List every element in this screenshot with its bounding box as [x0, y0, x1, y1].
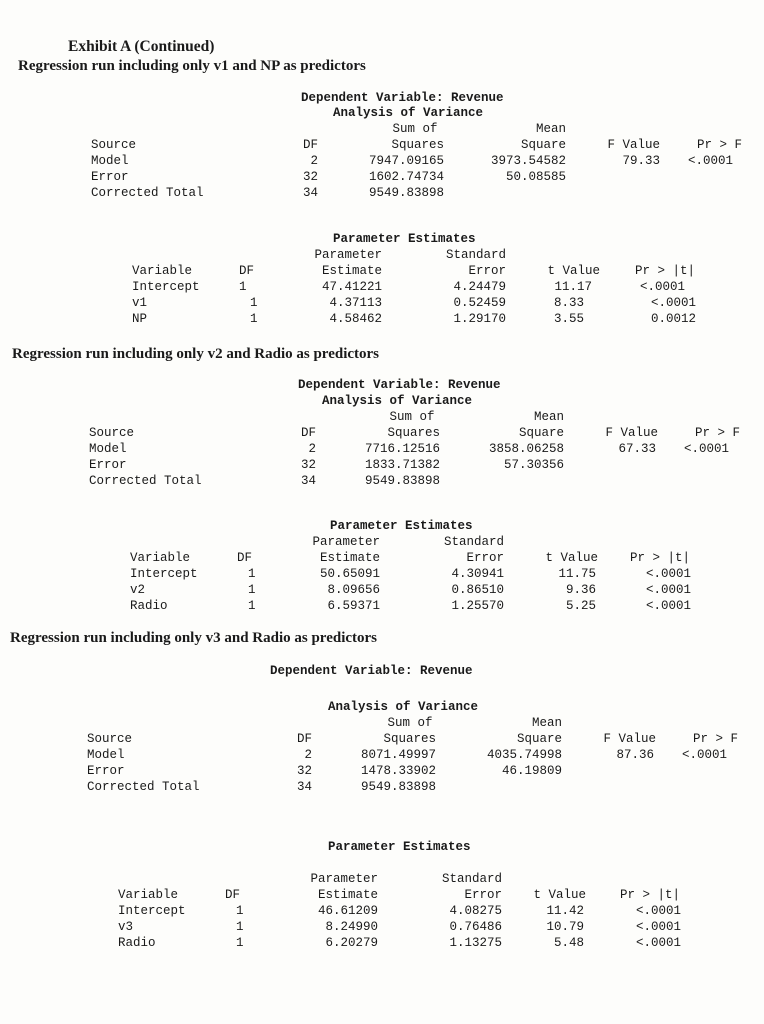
- r2-param-p: <.0001: [646, 567, 692, 581]
- r2-param-df: 1: [248, 583, 256, 597]
- r1-anova-source: Corrected Total: [91, 186, 204, 200]
- r1-variable-header: Variable: [132, 264, 193, 278]
- r1-mean-header: Mean: [535, 122, 566, 136]
- r3-param-t: 5.48: [553, 936, 584, 950]
- r2-dependent-variable: Dependent Variable: Revenue: [298, 378, 501, 392]
- r1-f-value-header: F Value: [607, 138, 660, 152]
- r1-dependent-variable: Dependent Variable: Revenue: [301, 91, 504, 105]
- r1-anova-f: 79.33: [622, 154, 660, 168]
- r2-sum-of-header: Sum of: [389, 410, 435, 424]
- r2-anova-ss: 7716.12516: [364, 442, 440, 456]
- r3-param-variable: v3: [118, 920, 134, 934]
- r2-pr-t-header: Pr > |t|: [630, 551, 691, 565]
- r1-param-variable: NP: [132, 312, 148, 326]
- r3-pr-t-header: Pr > |t|: [620, 888, 681, 902]
- r1-param-estimate: 4.37113: [329, 296, 382, 310]
- r1-param-estimate: 47.41221: [321, 280, 382, 294]
- r2-param-se: 4.30941: [451, 567, 504, 581]
- r3-error-header: Error: [464, 888, 502, 902]
- r1-sum-of-header: Sum of: [392, 122, 438, 136]
- r2-anova-source: Error: [89, 458, 127, 472]
- r1-anova-ss: 1602.74734: [368, 170, 444, 184]
- r2-param-p: <.0001: [646, 599, 692, 613]
- r1-squares-header: Squares: [391, 138, 444, 152]
- r2-param-variable: Intercept: [130, 567, 198, 581]
- r3-param-p: <.0001: [636, 904, 682, 918]
- r3-param-estimate: 8.24990: [325, 920, 378, 934]
- r3-param-df: 1: [236, 936, 244, 950]
- r1-param-t: 8.33: [553, 296, 584, 310]
- r1-param-estimate: 4.58462: [329, 312, 382, 326]
- r3-anova-source: Corrected Total: [87, 780, 200, 794]
- r3-anova-title: Analysis of Variance: [328, 700, 479, 714]
- r1-param-df: 1: [250, 296, 258, 310]
- r3-variable-header: Variable: [118, 888, 179, 902]
- r3-anova-df: 32: [296, 764, 312, 778]
- r3-param-se: 4.08275: [449, 904, 502, 918]
- exhibit-title: Exhibit A (Continued): [68, 38, 215, 55]
- r2-anova-ss: 9549.83898: [364, 474, 440, 488]
- r1-anova-source: Model: [91, 154, 129, 168]
- r2-error-header: Error: [466, 551, 504, 565]
- r2-squares-header: Squares: [387, 426, 440, 440]
- r2-t-value-header: t Value: [545, 551, 598, 565]
- r3-anova-p: <.0001: [682, 748, 728, 762]
- r3-square-header: Square: [516, 732, 562, 746]
- r3-param-t: 11.42: [546, 904, 584, 918]
- regression2-title: Regression run including only v2 and Radio as predictors: [12, 346, 380, 362]
- r1-estimate-header: Estimate: [321, 264, 382, 278]
- r3-standard-header: Standard: [441, 872, 502, 886]
- r3-anova-df: 34: [296, 780, 312, 794]
- r1-anova-source: Error: [91, 170, 129, 184]
- r2-param-se: 1.25570: [451, 599, 504, 613]
- r3-source-header: Source: [87, 732, 133, 746]
- r2-param-p: <.0001: [646, 583, 692, 597]
- r3-param-estimate: 46.61209: [317, 904, 378, 918]
- r3-param-p: <.0001: [636, 936, 682, 950]
- r1-param-variable: Intercept: [132, 280, 200, 294]
- r3-param-t: 10.79: [546, 920, 584, 934]
- r2-f-value-header: F Value: [605, 426, 658, 440]
- r2-param-estimate: 50.65091: [319, 567, 380, 581]
- r3-anova-ms: 4035.74998: [486, 748, 562, 762]
- r3-anova-f: 87.36: [616, 748, 654, 762]
- r1-param-df: 1: [239, 280, 247, 294]
- r1-param-p: <.0001: [640, 280, 686, 294]
- r2-param-variable: Radio: [130, 599, 168, 613]
- r2-anova-df: 32: [300, 458, 316, 472]
- r2-anova-df: 2: [308, 442, 316, 456]
- r2-anova-p: <.0001: [684, 442, 730, 456]
- r1-pr-f-header: Pr > F: [696, 138, 742, 152]
- r1-parameter-header: Parameter: [314, 248, 382, 262]
- r3-anova-ss: 9549.83898: [360, 780, 436, 794]
- r3-df-header-2: DF: [225, 888, 241, 902]
- r1-anova-df: 2: [310, 154, 318, 168]
- r1-param-se: 1.29170: [453, 312, 506, 326]
- r3-anova-df: 2: [304, 748, 312, 762]
- r2-df-header: DF: [300, 426, 316, 440]
- r2-mean-header: Mean: [533, 410, 564, 424]
- r2-estimate-header: Estimate: [319, 551, 380, 565]
- r3-param-df: 1: [236, 920, 244, 934]
- r1-param-variable: v1: [132, 296, 148, 310]
- r1-source-header: Source: [91, 138, 137, 152]
- r1-param-t: 11.17: [554, 280, 592, 294]
- r1-anova-title: Analysis of Variance: [333, 106, 484, 120]
- r2-anova-ss: 1833.71382: [364, 458, 440, 472]
- r1-pr-t-header: Pr > |t|: [635, 264, 696, 278]
- r2-anova-source: Model: [89, 442, 127, 456]
- r1-anova-ss: 7947.09165: [368, 154, 444, 168]
- r2-anova-f: 67.33: [618, 442, 656, 456]
- r1-param-se: 0.52459: [453, 296, 506, 310]
- r3-anova-ss: 8071.49997: [360, 748, 436, 762]
- r2-pr-f-header: Pr > F: [694, 426, 740, 440]
- r3-anova-source: Error: [87, 764, 125, 778]
- r1-anova-df: 34: [302, 186, 318, 200]
- r3-parameter-header: Parameter: [310, 872, 378, 886]
- r3-t-value-header: t Value: [533, 888, 586, 902]
- r1-param-p: 0.0012: [651, 312, 697, 326]
- r2-anova-source: Corrected Total: [89, 474, 202, 488]
- r2-param-estimate: 8.09656: [327, 583, 380, 597]
- r1-param-p: <.0001: [651, 296, 697, 310]
- r3-param-variable: Radio: [118, 936, 156, 950]
- r2-variable-header: Variable: [130, 551, 191, 565]
- r2-param-df: 1: [248, 567, 256, 581]
- r3-pr-f-header: Pr > F: [692, 732, 738, 746]
- r1-anova-ss: 9549.83898: [368, 186, 444, 200]
- r1-anova-ms: 50.08585: [505, 170, 566, 184]
- r2-square-header: Square: [518, 426, 564, 440]
- r2-anova-ms: 3858.06258: [488, 442, 564, 456]
- r3-param-df: 1: [236, 904, 244, 918]
- r1-anova-df: 32: [302, 170, 318, 184]
- r2-df-header-2: DF: [237, 551, 253, 565]
- r3-anova-source: Model: [87, 748, 125, 762]
- r3-param-se: 1.13275: [449, 936, 502, 950]
- r1-param-title: Parameter Estimates: [333, 232, 476, 246]
- r2-param-t: 5.25: [565, 599, 596, 613]
- r1-t-value-header: t Value: [547, 264, 600, 278]
- r2-anova-df: 34: [300, 474, 316, 488]
- r2-param-variable: v2: [130, 583, 146, 597]
- r2-param-se: 0.86510: [451, 583, 504, 597]
- r3-f-value-header: F Value: [603, 732, 656, 746]
- r1-df-header: DF: [302, 138, 318, 152]
- r3-param-se: 0.76486: [449, 920, 502, 934]
- r2-source-header: Source: [89, 426, 135, 440]
- r2-anova-title: Analysis of Variance: [322, 394, 473, 408]
- regression1-title: Regression run including only v1 and NP as predictors: [18, 58, 366, 74]
- r1-df-header-2: DF: [239, 264, 255, 278]
- regression3-title: Regression run including only v3 and Radio as predictors: [10, 630, 378, 646]
- r1-param-t: 3.55: [553, 312, 584, 326]
- r2-param-estimate: 6.59371: [327, 599, 380, 613]
- r2-param-df: 1: [248, 599, 256, 613]
- r1-square-header: Square: [520, 138, 566, 152]
- r2-standard-header: Standard: [443, 535, 504, 549]
- r1-standard-header: Standard: [445, 248, 506, 262]
- r3-anova-ms: 46.19809: [501, 764, 562, 778]
- r3-df-header: DF: [296, 732, 312, 746]
- r1-param-se: 4.24479: [453, 280, 506, 294]
- r3-mean-header: Mean: [531, 716, 562, 730]
- r3-sum-of-header: Sum of: [387, 716, 433, 730]
- r2-param-title: Parameter Estimates: [330, 519, 473, 533]
- r3-param-estimate: 6.20279: [325, 936, 378, 950]
- r3-param-p: <.0001: [636, 920, 682, 934]
- r1-anova-p: <.0001: [688, 154, 734, 168]
- r3-param-variable: Intercept: [118, 904, 186, 918]
- r1-param-df: 1: [250, 312, 258, 326]
- r2-param-t: 11.75: [558, 567, 596, 581]
- r3-dependent-variable: Dependent Variable: Revenue: [270, 664, 473, 678]
- r3-estimate-header: Estimate: [317, 888, 378, 902]
- r2-anova-ms: 57.30356: [503, 458, 564, 472]
- r3-anova-ss: 1478.33902: [360, 764, 436, 778]
- r3-param-title: Parameter Estimates: [328, 840, 471, 854]
- r1-anova-ms: 3973.54582: [490, 154, 566, 168]
- r3-squares-header: Squares: [383, 732, 436, 746]
- r2-parameter-header: Parameter: [312, 535, 380, 549]
- r1-error-header: Error: [468, 264, 506, 278]
- r2-param-t: 9.36: [565, 583, 596, 597]
